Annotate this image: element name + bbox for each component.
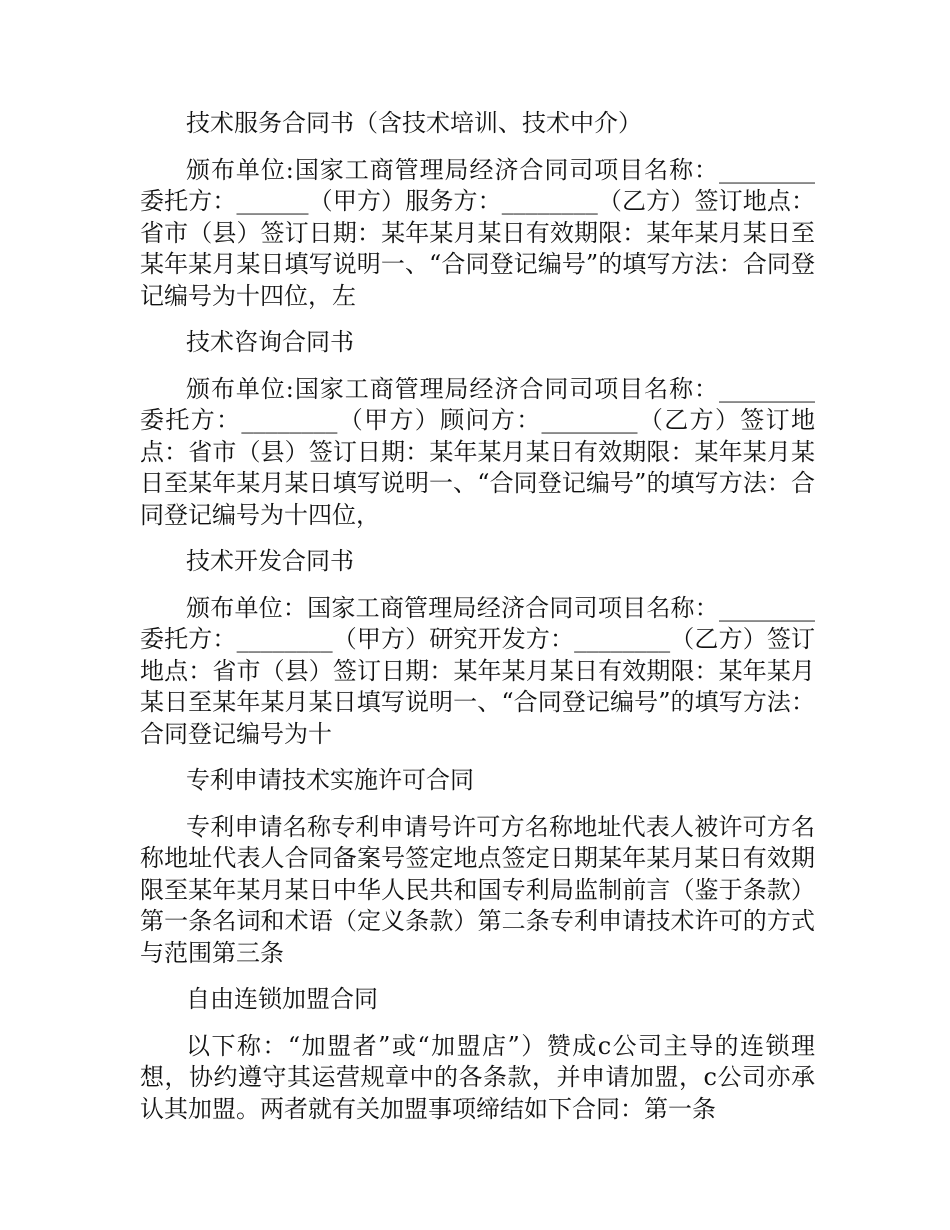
section-heading-tech-service: 技术服务合同书（含技术培训、技术中介） (186, 109, 642, 137)
section-body-tech-development: 颁布单位：国家工商管理局经济合同司项目名称：________委托方：________（甲方）研究开发方：________（乙方）签订地点：省市（县）签订日期：某年某月某日有效期限：某年某月某日至某年某月某日填写说明一、“合同登记编号”的填写方法：合同登记编号为十 (140, 593, 815, 748)
section-body-tech-service: 颁布单位:国家工商管理局经济合同司项目名称：________委托方：______（甲方）服务方：________（乙方）签订地点：省市（县）签订日期：某年某月某日有效期限：某年某月某日至某年某月某日填写说明一、“合同登记编号”的填写方法：合同登记编号为十四位，左 (140, 155, 815, 310)
section-body-tech-consulting: 颁布单位:国家工商管理局经济合同司项目名称：________委托方：________（甲方）顾问方：________（乙方）签订地点：省市（县）签订日期：某年某月某日有效期限：某年某月某日至某年某月某日填写说明一、“合同登记编号”的填写方法：合同登记编号为十四位， (140, 374, 815, 529)
section-heading-patent-license: 专利申请技术实施许可合同 (186, 766, 474, 794)
section-heading-tech-consulting: 技术咨询合同书 (186, 328, 354, 356)
section-heading-franchise: 自由连锁加盟合同 (186, 985, 378, 1013)
section-body-patent-license: 专利申请名称专利申请号许可方名称地址代表人被许可方名称地址代表人合同备案号签定地点签定日期某年某月某日有效期限至某年某月某日中华人民共和国专利局监制前言（鉴于条款）第一条名词和术语（定义条款）第二条专利申请技术许可的方式与范围第三条 (140, 812, 815, 967)
section-heading-tech-development: 技术开发合同书 (186, 547, 354, 575)
section-body-franchise: 以下称：“加盟者”或“加盟店”）赞成c公司主导的连锁理想，协约遵守其运营规章中的各条款，并申请加盟，c公司亦承认其加盟。两者就有关加盟事项缔结如下合同：第一条 (140, 1031, 815, 1123)
